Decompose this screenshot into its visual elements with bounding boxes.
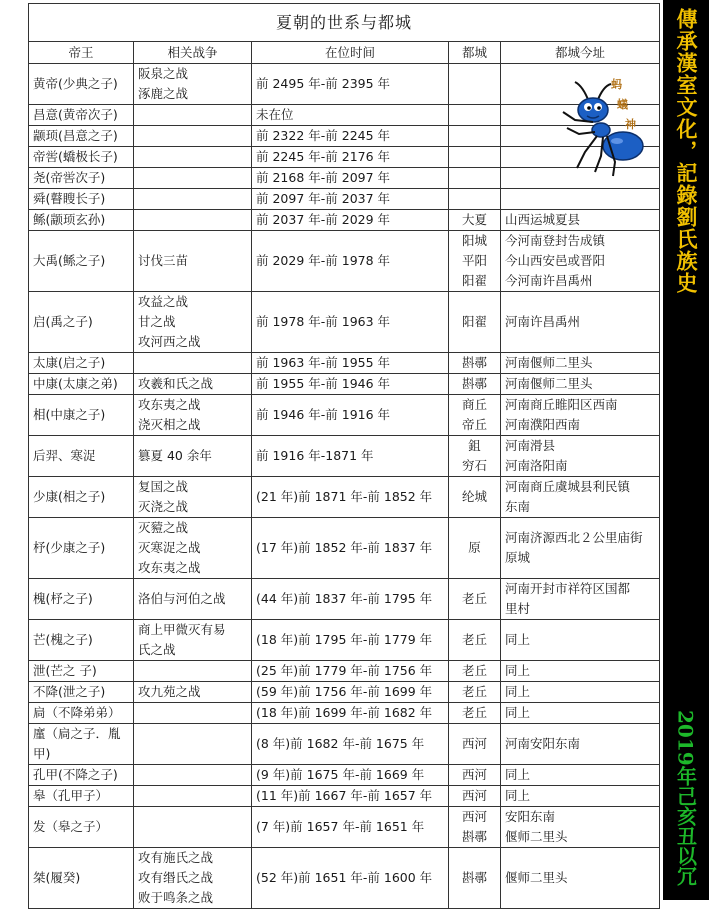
capital-cell [449, 126, 501, 147]
site-cell [501, 477, 660, 518]
table-row [29, 231, 660, 292]
table-row [29, 724, 660, 765]
table-row [29, 682, 660, 703]
king-line: 皋（孔甲子） [33, 788, 109, 803]
site-cell [501, 807, 660, 848]
capital-cell [449, 189, 501, 210]
column-header: 相关战争 [134, 42, 252, 64]
war-line: 讨伐三苗 [138, 253, 189, 268]
king-line: 槐(杼之子) [33, 591, 93, 606]
war-line: 浇灭相之战 [138, 417, 201, 432]
king-cell [29, 786, 134, 807]
reign-line: 前 2097 年-前 2037 年 [256, 191, 391, 206]
king-line: 廑（扃之子．胤 [33, 726, 121, 741]
capital-line: 老丘 [461, 705, 487, 720]
site-line: 河南许昌禹州 [505, 314, 581, 329]
wars-cell [134, 189, 252, 210]
capital-line: 商丘 [461, 397, 487, 412]
wars-cell [134, 807, 252, 848]
king-cell [29, 620, 134, 661]
site-line: 河南商丘虞城县利民镇 [505, 479, 631, 494]
table-row [29, 765, 660, 786]
site-line: 偃师二里头 [505, 870, 568, 885]
wars-cell [134, 765, 252, 786]
wars-cell [134, 353, 252, 374]
king-cell [29, 353, 134, 374]
war-line: 灭浇之战 [138, 499, 189, 514]
capital-line: 帝丘 [461, 417, 487, 432]
capital-line: 老丘 [461, 684, 487, 699]
reign-line: (11 年)前 1667 年-前 1657 年 [256, 788, 433, 803]
reign-line: (44 年)前 1837 年-前 1795 年 [256, 591, 433, 606]
side-banner [663, 0, 709, 900]
capital-cell [449, 703, 501, 724]
capital-line: 斟鄩 [461, 355, 487, 370]
reign-cell [252, 703, 449, 724]
king-line: 颛顼(昌意之子) [33, 128, 118, 143]
king-cell [29, 703, 134, 724]
capital-line: 西河 [461, 788, 487, 803]
capital-cell [449, 518, 501, 579]
reign-cell [252, 231, 449, 292]
table-row [29, 661, 660, 682]
table-row [29, 848, 660, 909]
capital-line: 阳翟 [461, 314, 487, 329]
table-row [29, 703, 660, 724]
king-line: 桀(履癸) [33, 870, 81, 885]
king-cell [29, 724, 134, 765]
capital-line: 西河 [461, 767, 487, 782]
king-line: 孔甲(不降之子) [33, 767, 118, 782]
war-line: 涿鹿之战 [138, 86, 189, 101]
site-cell [501, 436, 660, 477]
war-line: 攻东夷之战 [138, 397, 201, 412]
table-row [29, 353, 660, 374]
site-cell [501, 703, 660, 724]
mascot [545, 72, 655, 182]
wars-cell [134, 661, 252, 682]
capital-cell [449, 168, 501, 189]
capital-line: 原 [468, 540, 481, 555]
mascot-label-1: 蚂 [611, 78, 622, 91]
capital-line: 阳翟 [461, 273, 487, 288]
capital-line: 斟鄩 [461, 870, 487, 885]
king-cell [29, 64, 134, 105]
reign-line: (25 年)前 1779 年-前 1756 年 [256, 663, 433, 678]
reign-line: 前 2168 年-前 2097 年 [256, 170, 391, 185]
king-cell [29, 374, 134, 395]
wars-cell [134, 518, 252, 579]
table-row [29, 477, 660, 518]
site-line: 安阳东南 [505, 809, 556, 824]
site-cell [501, 210, 660, 231]
reign-line: (7 年)前 1657 年-前 1651 年 [256, 819, 425, 834]
capital-cell [449, 724, 501, 765]
capital-cell [449, 477, 501, 518]
column-header: 都城今址 [501, 42, 660, 64]
king-line: 大禹(鲧之子) [33, 253, 106, 268]
king-cell [29, 682, 134, 703]
reign-cell [252, 848, 449, 909]
capital-cell [449, 231, 501, 292]
site-line: 河南偃师二里头 [505, 355, 593, 370]
reign-line: (52 年)前 1651 年-前 1600 年 [256, 870, 433, 885]
king-cell [29, 231, 134, 292]
king-cell [29, 105, 134, 126]
reign-line: 前 1916 年-1871 年 [256, 448, 374, 463]
wars-cell [134, 848, 252, 909]
king-line: 昌意(黄帝次子) [33, 107, 118, 122]
column-header: 在位时间 [252, 42, 449, 64]
site-line: 同上 [505, 632, 531, 647]
site-line: 今河南登封告成镇 [505, 233, 606, 248]
wars-cell [134, 126, 252, 147]
king-cell [29, 292, 134, 353]
site-line: 河南滑县 [505, 438, 556, 453]
site-line: 河南安阳东南 [505, 736, 581, 751]
king-line: 泄(芒之 子) [33, 663, 97, 678]
capital-line: 老丘 [461, 591, 487, 606]
war-line: 败于鸣条之战 [138, 890, 214, 905]
king-cell [29, 848, 134, 909]
reign-cell [252, 579, 449, 620]
wars-cell [134, 436, 252, 477]
reign-cell [252, 765, 449, 786]
capital-line: 老丘 [461, 632, 487, 647]
site-cell [501, 765, 660, 786]
site-line: 同上 [505, 684, 531, 699]
reign-line: 前 2029 年-前 1978 年 [256, 253, 391, 268]
war-line: 灭寒浞之战 [138, 540, 201, 555]
king-cell [29, 661, 134, 682]
site-line: 偃师二里头 [505, 829, 568, 844]
king-line: 相(中康之子) [33, 407, 106, 422]
table-row [29, 292, 660, 353]
site-cell [501, 848, 660, 909]
king-line: 尧(帝喾次子) [33, 170, 106, 185]
site-cell [501, 786, 660, 807]
table-row [29, 395, 660, 436]
reign-line: 前 2245 年-前 2176 年 [256, 149, 391, 164]
capital-line: 鉏 [468, 438, 481, 453]
capital-line: 斟鄩 [461, 829, 487, 844]
table-row [29, 620, 660, 661]
capital-cell [449, 105, 501, 126]
site-cell [501, 579, 660, 620]
reign-cell [252, 395, 449, 436]
site-line: 里村 [505, 601, 531, 616]
king-cell [29, 477, 134, 518]
king-line: 不降(泄之子) [33, 684, 106, 699]
king-line: 中康(太康之弟) [33, 376, 118, 391]
reign-line: 前 1978 年-前 1963 年 [256, 314, 391, 329]
site-line: 原城 [505, 550, 531, 565]
war-line: 商上甲微灭有易 [138, 622, 226, 637]
reign-line: 前 2495 年-前 2395 年 [256, 76, 391, 91]
site-cell [501, 724, 660, 765]
capital-cell [449, 661, 501, 682]
reign-line: 前 2037 年-前 2029 年 [256, 212, 391, 227]
wars-cell [134, 395, 252, 436]
capital-line: 纶城 [461, 489, 487, 504]
war-line: 洛伯与河伯之战 [138, 591, 226, 606]
site-cell [501, 292, 660, 353]
table-row [29, 786, 660, 807]
capital-line: 平阳 [461, 253, 487, 268]
capital-line: 西河 [461, 736, 487, 751]
capital-cell [449, 765, 501, 786]
war-line: 攻九苑之战 [138, 684, 201, 699]
site-line: 河南洛阳南 [505, 458, 568, 473]
column-header: 都城 [449, 42, 501, 64]
reign-line: 未在位 [256, 107, 294, 122]
king-line: 甲) [33, 746, 51, 761]
reign-cell [252, 147, 449, 168]
war-line: 灭豷之战 [138, 520, 189, 535]
site-line: 今山西安邑或晋阳 [505, 253, 606, 268]
king-cell [29, 579, 134, 620]
site-line: 河南商丘睢阳区西南 [505, 397, 618, 412]
capital-cell [449, 620, 501, 661]
capital-cell [449, 436, 501, 477]
reign-cell [252, 64, 449, 105]
reign-cell [252, 518, 449, 579]
king-cell [29, 126, 134, 147]
reign-cell [252, 682, 449, 703]
king-line: 发（皋之子） [33, 819, 109, 834]
wars-cell [134, 231, 252, 292]
king-cell [29, 147, 134, 168]
site-line: 同上 [505, 767, 531, 782]
reign-cell [252, 620, 449, 661]
reign-line: 前 1946 年-前 1916 年 [256, 407, 391, 422]
wars-cell [134, 786, 252, 807]
capital-cell [449, 786, 501, 807]
capital-line: 阳城 [461, 233, 487, 248]
capital-cell [449, 292, 501, 353]
war-line: 篡夏 40 余年 [138, 448, 212, 463]
site-cell [501, 395, 660, 436]
king-line: 扃（不降弟弟） [33, 705, 121, 720]
war-line: 氏之战 [138, 642, 176, 657]
capital-line: 老丘 [461, 663, 487, 678]
site-line: 河南濮阳西南 [505, 417, 581, 432]
king-cell [29, 210, 134, 231]
reign-line: (9 年)前 1675 年-前 1669 年 [256, 767, 425, 782]
reign-line: (17 年)前 1852 年-前 1837 年 [256, 540, 433, 555]
reign-cell [252, 292, 449, 353]
war-line: 复国之战 [138, 479, 189, 494]
blue-ant-icon [545, 72, 655, 182]
mascot-label-3: 神 [625, 118, 636, 131]
wars-cell [134, 477, 252, 518]
mascot-label-2: 蟻 [617, 98, 628, 111]
table-title: 夏朝的世系与都城 [29, 4, 660, 42]
table-row [29, 189, 660, 210]
capital-cell [449, 374, 501, 395]
war-line: 攻益之战 [138, 294, 189, 309]
king-cell [29, 436, 134, 477]
king-cell [29, 189, 134, 210]
king-line: 杼(少康之子) [33, 540, 106, 555]
site-line: 同上 [505, 663, 531, 678]
wars-cell [134, 682, 252, 703]
capital-cell [449, 579, 501, 620]
capital-cell [449, 147, 501, 168]
wars-cell [134, 620, 252, 661]
reign-cell [252, 724, 449, 765]
king-cell [29, 395, 134, 436]
capital-line: 穷石 [461, 458, 487, 473]
table-row [29, 436, 660, 477]
king-line: 芒(槐之子) [33, 632, 93, 647]
site-cell [501, 661, 660, 682]
wars-cell [134, 374, 252, 395]
reign-cell [252, 807, 449, 848]
capital-cell [449, 848, 501, 909]
site-cell [501, 620, 660, 661]
king-cell [29, 765, 134, 786]
wars-cell [134, 168, 252, 189]
site-line: 同上 [505, 705, 531, 720]
column-header: 帝王 [29, 42, 134, 64]
war-line: 甘之战 [138, 314, 176, 329]
king-line: 舜(瞽瞍长子) [33, 191, 106, 206]
war-line: 攻河西之战 [138, 334, 201, 349]
wars-cell [134, 64, 252, 105]
table-row [29, 210, 660, 231]
reign-line: 前 1963 年-前 1955 年 [256, 355, 391, 370]
site-line: 同上 [505, 788, 531, 803]
site-cell [501, 374, 660, 395]
reign-line: (8 年)前 1682 年-前 1675 年 [256, 736, 425, 751]
site-cell [501, 189, 660, 210]
site-line: 河南偃师二里头 [505, 376, 593, 391]
king-cell [29, 518, 134, 579]
reign-line: (59 年)前 1756 年-前 1699 年 [256, 684, 433, 699]
site-line: 东南 [505, 499, 531, 514]
site-line: 山西运城夏县 [505, 212, 581, 227]
wars-cell [134, 703, 252, 724]
king-line: 后羿、寒浞 [33, 448, 96, 463]
reign-cell [252, 126, 449, 147]
king-line: 鲧(颛顼玄孙) [33, 212, 106, 227]
wars-cell [134, 105, 252, 126]
wars-cell [134, 579, 252, 620]
capital-cell [449, 395, 501, 436]
king-line: 太康(启之子) [33, 355, 106, 370]
capital-cell [449, 353, 501, 374]
site-cell [501, 518, 660, 579]
king-cell [29, 807, 134, 848]
war-line: 攻有缗氏之战 [138, 870, 214, 885]
side-slogan: 傳承漢室文化，記錄劉氏族史 [674, 8, 699, 294]
table-body [29, 64, 660, 909]
reign-line: (18 年)前 1699 年-前 1682 年 [256, 705, 433, 720]
reign-cell [252, 168, 449, 189]
war-line: 阪泉之战 [138, 66, 189, 81]
wars-cell [134, 292, 252, 353]
reign-cell [252, 661, 449, 682]
side-date: 2019年己亥丑以冗 [673, 710, 698, 886]
wars-cell [134, 724, 252, 765]
site-line: 河南济源西北２公里庙街 [505, 530, 643, 545]
site-line: 今河南许昌禹州 [505, 273, 593, 288]
war-line: 攻东夷之战 [138, 560, 201, 575]
reign-cell [252, 374, 449, 395]
table-header-row [29, 42, 660, 64]
table-row [29, 518, 660, 579]
reign-cell [252, 105, 449, 126]
site-line: 河南开封市祥符区国都 [505, 581, 631, 596]
table-row [29, 579, 660, 620]
capital-cell [449, 682, 501, 703]
reign-line: (18 年)前 1795 年-前 1779 年 [256, 632, 433, 647]
capital-line: 斟鄩 [461, 376, 487, 391]
site-cell [501, 231, 660, 292]
reign-line: 前 1955 年-前 1946 年 [256, 376, 391, 391]
king-line: 帝喾(蟜极长子) [33, 149, 118, 164]
site-cell [501, 682, 660, 703]
capital-line: 大夏 [461, 212, 487, 227]
reign-cell [252, 210, 449, 231]
wars-cell [134, 147, 252, 168]
site-cell [501, 353, 660, 374]
king-line: 启(禹之子) [33, 314, 93, 329]
king-line: 黄帝(少典之子) [33, 76, 118, 91]
reign-cell [252, 786, 449, 807]
reign-cell [252, 477, 449, 518]
table-row [29, 374, 660, 395]
reign-line: 前 2322 年-前 2245 年 [256, 128, 391, 143]
king-line: 少康(相之子) [33, 489, 106, 504]
war-line: 攻有施氏之战 [138, 850, 214, 865]
capital-cell [449, 64, 501, 105]
capital-line: 西河 [461, 809, 487, 824]
king-cell [29, 168, 134, 189]
reign-cell [252, 436, 449, 477]
capital-cell [449, 807, 501, 848]
reign-cell [252, 189, 449, 210]
war-line: 攻羲和氏之战 [138, 376, 214, 391]
table-row [29, 807, 660, 848]
capital-cell [449, 210, 501, 231]
reign-cell [252, 353, 449, 374]
wars-cell [134, 210, 252, 231]
reign-line: (21 年)前 1871 年-前 1852 年 [256, 489, 433, 504]
